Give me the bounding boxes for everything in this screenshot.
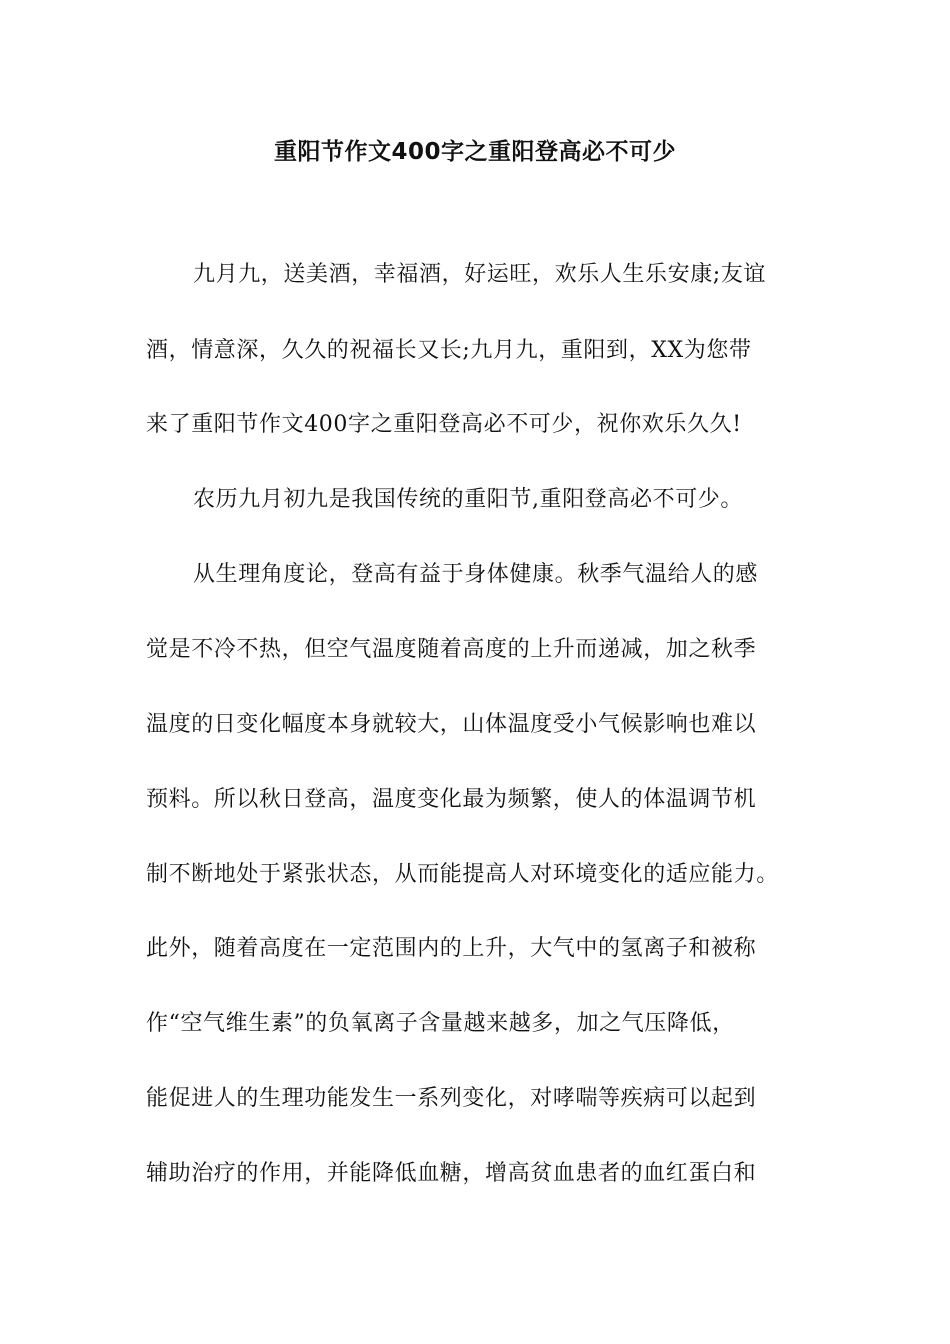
paragraph-line: 温度的日变化幅度本身就较大，山体温度受小气候影响也难以 (146, 712, 757, 737)
document-title: 重阳节作文400字之重阳登高必不可少 (273, 139, 676, 165)
paragraph-line: 制不断地处于紧张状态，从而能提高人对环境变化的适应能力。 (146, 862, 779, 887)
paragraph-line: 能促进人的生理功能发生一系列变化，对哮喘等疾病可以起到 (146, 1086, 757, 1111)
paragraph-line: 预料。所以秋日登高，温度变化最为频繁，使人的体温调节机 (146, 787, 757, 812)
paragraph-line: 觉是不冷不热，但空气温度随着高度的上升而递减，加之秋季 (146, 637, 757, 662)
paragraph-line: 作“空气维生素”的负氧离子含量越来越多，加之气压降低， (146, 1011, 735, 1036)
paragraph-line: 酒，情意深，久久的祝福长又长;九月九，重阳到，XX为您带 (146, 338, 752, 363)
paragraph-line: 九月九，送美酒，幸福酒，好运旺，欢乐人生乐安康;友谊 (193, 262, 767, 287)
paragraph-line: 辅助治疗的作用，并能降低血糖，增高贫血患者的血红蛋白和 (146, 1161, 757, 1186)
paragraph-line: 来了重阳节作文400字之重阳登高必不可少，祝你欢乐久久! (146, 412, 742, 437)
paragraph-line: 此外，随着高度在一定范围内的上升，大气中的氢离子和被称 (146, 936, 757, 961)
paragraph-line: 从生理角度论，登高有益于身体健康。秋季气温给人的感 (193, 562, 759, 587)
paragraph-line: 农历九月初九是我国传统的重阳节,重阳登高必不可少。 (193, 487, 743, 512)
